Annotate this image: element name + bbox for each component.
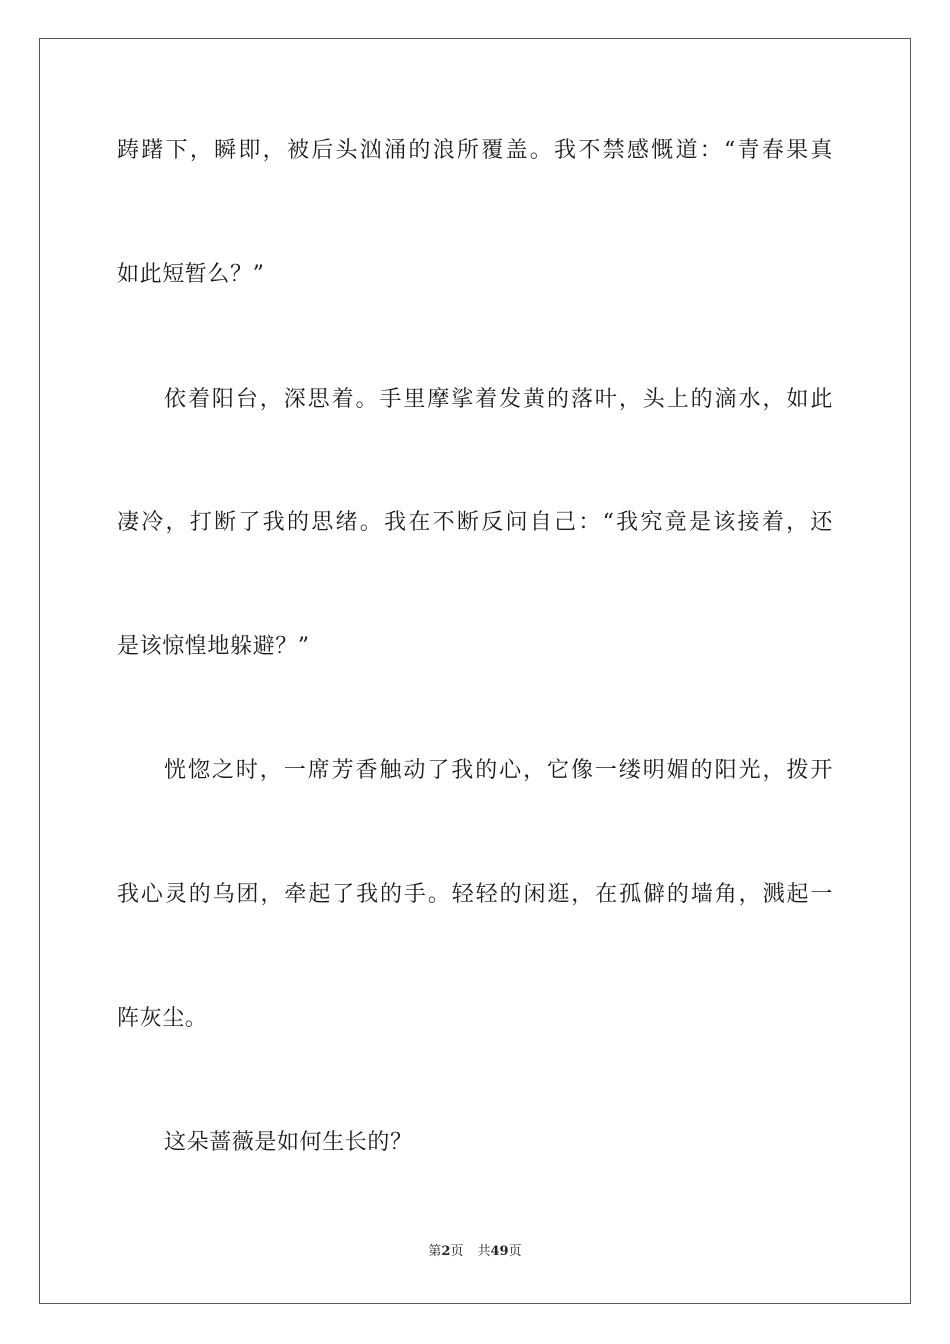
- body-line-4: 凄冷，打断了我的思绪。我在不断反问自己：“我究竟是该接着，还: [117, 510, 833, 535]
- body-line-2: 如此短暂么？”: [117, 262, 265, 287]
- body-line-8: 阵灰尘。: [117, 1006, 208, 1031]
- page-footer: [0, 1243, 950, 1261]
- body-line-7: 我心灵的乌团，牵起了我的手。轻轻的闲逛，在孤僻的墙角，溅起一: [117, 882, 833, 907]
- body-line-1: 踌躇下，瞬即，被后头汹涌的浪所覆盖。我不禁感慨道：“青春果真: [117, 138, 833, 163]
- body-line-5: 是该惊惶地躲避？”: [117, 634, 310, 659]
- footer-total-pages: 49: [490, 1244, 509, 1259]
- body-line-9: 这朵蔷薇是如何生长的？: [164, 1130, 413, 1155]
- footer-total-prefix: 共: [477, 1244, 491, 1259]
- body-line-3: 依着阳台，深思着。手里摩挲着发黄的落叶，头上的滴水，如此: [164, 387, 833, 412]
- footer-page-suffix: 页: [450, 1244, 464, 1259]
- footer-page-number: 2: [441, 1244, 451, 1259]
- body-line-6: 恍惚之时，一席芳香触动了我的心，它像一缕明媚的阳光，拨开: [164, 758, 833, 783]
- footer-total-suffix: 页: [508, 1244, 522, 1259]
- footer-page-prefix: 第: [428, 1244, 442, 1259]
- page-frame: [39, 38, 911, 1304]
